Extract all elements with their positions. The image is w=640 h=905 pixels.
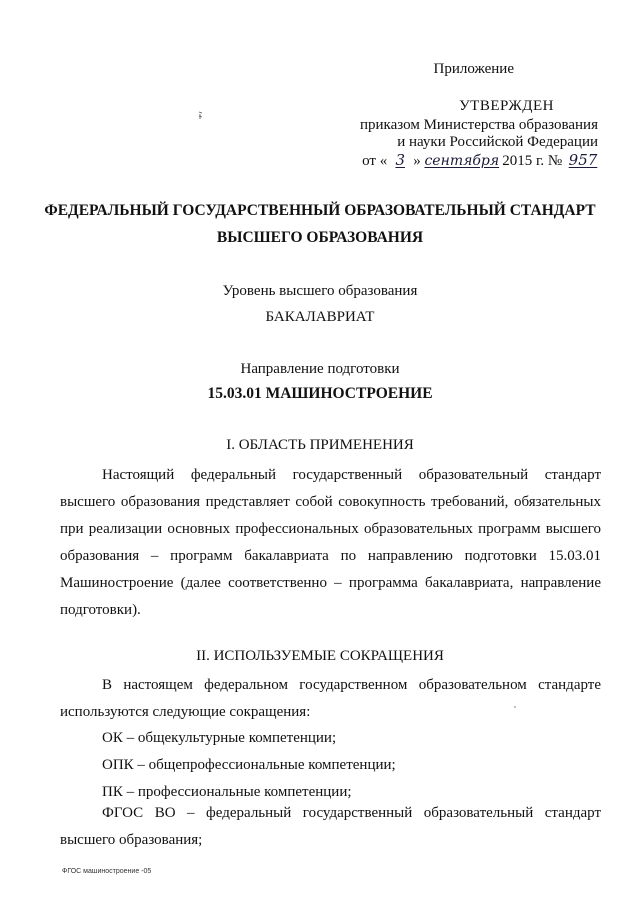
section-2-intro: В настоящем федеральном государственном образовательном стандарте используются следующие сокращения: [60,677,601,720]
order-line-1: приказом Министерства образования [360,117,598,133]
section-1-paragraph: Настоящий федеральный государственный образовательный стандарт высшего образования представляет собой совокупность требований, обязательных при реализации основных профессиональных образовательных программ высшего образования – программ бакалавриата по направлению подготовки 15.03.01 Машиностроение (далее соответственно – программа бакалавриата, направление подготовки). [60,467,601,618]
appendix-label: Приложение [433,61,514,77]
document-title-line-2: ВЫСШЕГО ОБРАЗОВАНИЯ [216,229,424,246]
abbreviation-item: ОПК – общепрофессиональные компетенции; [102,757,396,773]
date-separator: » [413,153,421,169]
education-level-label: Уровень высшего образования [222,283,418,299]
section-1-heading: I. ОБЛАСТЬ ПРИМЕНЕНИЯ [226,437,414,453]
order-date-line [362,151,600,170]
order-line-2: и науки Российской Федерации [397,134,598,150]
approved-label: УТВЕРЖДЕН [459,98,554,114]
abbreviation-item-last: ФГОС ВО – федеральный государственный образовательный стандарт высшего образования; [60,805,601,848]
handwritten-day: 3 [395,151,405,169]
abbreviation-item: ПК – профессиональные компетенции; [102,784,352,800]
handwritten-month: сентября [424,153,500,169]
abbreviation-item: ОК – общекультурные компетенции; [102,730,337,746]
document-title-line-1: ФЕДЕРАЛЬНЫЙ ГОСУДАРСТВЕННЫЙ ОБРАЗОВАТЕЛЬНЫЙ СТАНДАРТ [44,202,596,219]
date-prefix: от « [362,153,388,169]
ink-speck-mark [198,111,203,120]
direction-label: Направление подготовки [240,361,400,377]
education-level-value: БАКАЛАВРИАТ [265,309,375,325]
date-year: 2015 г. № [502,153,563,169]
page-footer: ФГОС машиностроение -05 [62,868,152,875]
section-2-heading: II. ИСПОЛЬЗУЕМЫЕ СОКРАЩЕНИЯ [196,648,444,664]
handwritten-order-number: 957 [568,151,598,169]
direction-value: 15.03.01 МАШИНОСТРОЕНИЕ [207,385,433,402]
